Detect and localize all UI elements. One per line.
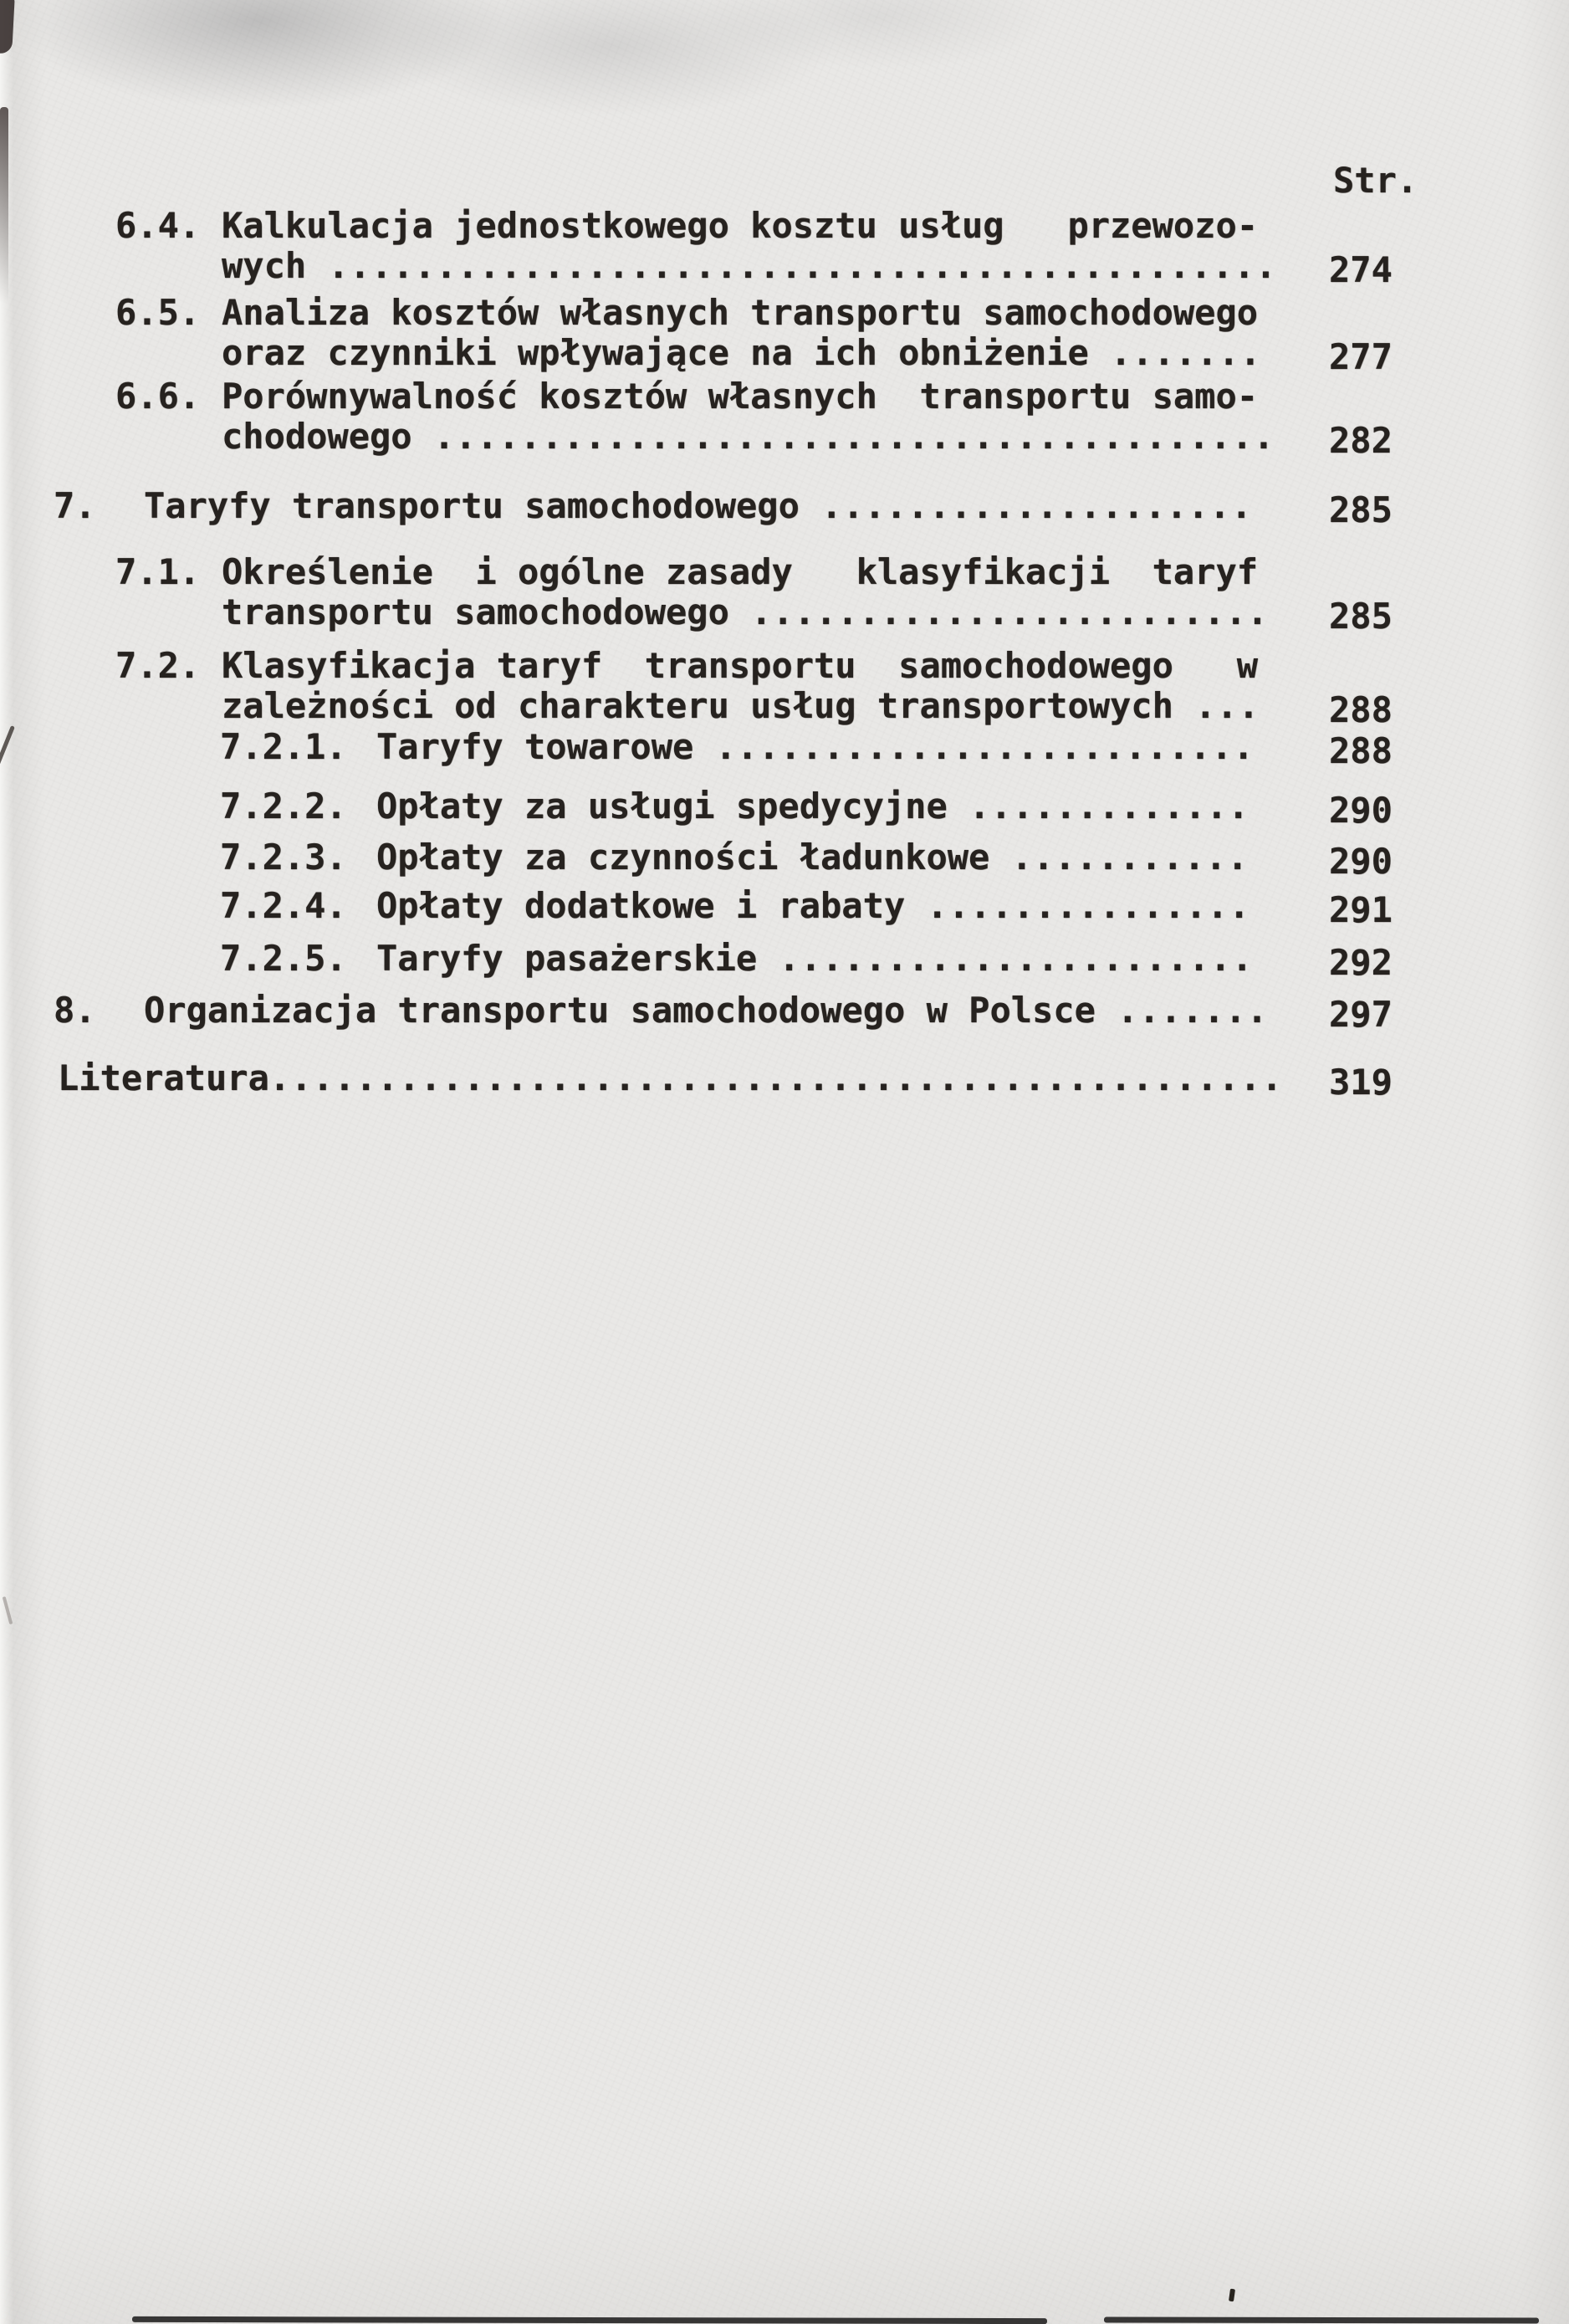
dot-leader: ...........	[989, 837, 1249, 878]
toc-entry-title: zależności od charakteru usług transportowych	[222, 685, 1173, 726]
dot-leader: ...............................................	[268, 1057, 1283, 1098]
scan-mark-left-arc	[3, 1596, 13, 1625]
toc-entry	[0, 205, 1569, 290]
toc-entry-text	[58, 1058, 1283, 1098]
toc-entry-text	[376, 886, 1250, 926]
toc-entry-text	[222, 592, 1269, 632]
dot-leader: .........................	[693, 726, 1255, 767]
toc-entry	[0, 645, 1569, 730]
toc-page-number: 274	[1329, 249, 1393, 290]
dot-leader: ............................................	[306, 245, 1277, 286]
toc-page-number: 288	[1329, 689, 1393, 730]
toc-line	[0, 206, 1569, 246]
toc-line	[0, 591, 1569, 637]
toc-page-number: 288	[1329, 730, 1393, 771]
dot-leader: .......	[1095, 990, 1269, 1031]
toc-entry-title: Kalkulacja jednostkowego kosztu usług przewozo-	[222, 205, 1259, 246]
toc-page-number: 297	[1329, 994, 1393, 1035]
toc-line	[0, 552, 1569, 592]
toc-entry-text	[222, 333, 1261, 373]
toc-entry-number: 7.2.	[115, 645, 201, 686]
scan-mark-corner-top-left	[0, 0, 15, 54]
scan-page-edge-shadow	[132, 2316, 1047, 2324]
toc-entry-title: oraz czynniki wpływające na ich obniżenie	[222, 332, 1089, 373]
toc-entry-number: 6.4.	[115, 205, 201, 246]
toc-entry-number: 8.	[54, 990, 96, 1031]
dot-leader: ......................	[757, 938, 1254, 979]
toc-entry-title: Porównywalność kosztów własnych transportu samo-	[222, 376, 1259, 417]
toc-line	[0, 485, 1569, 530]
toc-entry-text	[222, 417, 1275, 457]
toc-line	[0, 416, 1569, 461]
page-column-header: Str.	[1333, 160, 1418, 201]
toc-line	[0, 646, 1569, 686]
toc-line	[0, 786, 1569, 831]
toc-entry-number: 7.2.5.	[220, 938, 347, 979]
toc-entry-text	[376, 786, 1250, 827]
toc-line	[0, 293, 1569, 333]
toc-entry-title: Taryfy towarowe	[376, 726, 694, 767]
toc-entry-text	[144, 486, 1252, 526]
toc-entry-title: Literatura	[58, 1057, 269, 1098]
toc-entry	[0, 551, 1569, 637]
toc-entry-title: Określenie i ogólne zasady klasyfikacji taryf	[222, 551, 1259, 592]
dot-leader: ....................	[799, 485, 1253, 526]
toc-entry-number: 7.2.2.	[220, 786, 347, 827]
dot-leader: .............	[947, 786, 1250, 827]
toc-page-number: 291	[1329, 889, 1393, 930]
toc-entry-text	[222, 206, 1258, 246]
toc-page-number: 282	[1329, 420, 1393, 461]
toc-entry-number: 7.2.4.	[220, 885, 347, 926]
toc-entry	[0, 837, 1569, 882]
toc-page-number: 277	[1329, 336, 1393, 377]
dot-leader: .......	[1088, 332, 1262, 373]
toc-entry-number: 6.5.	[115, 292, 201, 333]
dot-leader: .......................................	[411, 416, 1275, 457]
toc-entry-number: 7.1.	[115, 551, 201, 592]
scan-page-edge-shadow	[1104, 2316, 1539, 2323]
toc-entry-number: 6.6.	[115, 376, 201, 417]
toc-entry-text	[222, 376, 1258, 417]
toc-entry-title: transportu samochodowego	[222, 591, 729, 632]
toc-entry-text	[222, 686, 1260, 726]
table-of-contents	[0, 204, 1569, 1103]
toc-entry-text	[222, 552, 1258, 592]
toc-entry-text	[376, 837, 1249, 878]
toc-page-number: 290	[1329, 841, 1393, 882]
toc-entry	[0, 376, 1569, 461]
toc-entry-title: Organizacja transportu samochodowego w Polsce	[144, 990, 1096, 1031]
dot-leader: ...	[1173, 685, 1260, 726]
toc-page-number: 290	[1329, 790, 1393, 831]
toc-line	[0, 332, 1569, 377]
toc-entry	[0, 990, 1569, 1035]
toc-line	[0, 245, 1569, 290]
toc-line	[0, 685, 1569, 730]
toc-page-number: 285	[1329, 489, 1393, 530]
toc-entry-title: Taryfy transportu samochodowego	[144, 485, 800, 526]
toc-entry-number: 7.2.1.	[220, 726, 347, 767]
toc-entry	[0, 726, 1569, 771]
toc-entry-text	[376, 727, 1255, 767]
toc-entry-title: Opłaty za czynności ładunkowe	[376, 837, 990, 878]
toc-page-number: 285	[1329, 596, 1393, 637]
toc-page-number: 319	[1329, 1062, 1393, 1103]
toc-entry-title: Taryfy pasażerskie	[376, 938, 758, 979]
toc-entry-title: Opłaty dodatkowe i rabaty	[376, 885, 906, 926]
toc-entry-title: wych	[222, 245, 307, 286]
toc-entry	[0, 292, 1569, 377]
scan-mark-bottom-speck	[1229, 2289, 1235, 2302]
toc-entry-text	[144, 991, 1268, 1031]
toc-entry	[0, 938, 1569, 983]
toc-entry-number: 7.2.3.	[220, 837, 347, 878]
toc-line	[0, 726, 1569, 771]
toc-line	[0, 837, 1569, 882]
toc-entry-title: chodowego	[222, 416, 412, 457]
toc-entry-text	[222, 646, 1258, 686]
toc-entry-title: Analiza kosztów własnych transportu samochodowego	[222, 292, 1259, 333]
toc-line	[0, 990, 1569, 1035]
toc-entry-title: Opłaty za usługi spedycyjne	[376, 786, 948, 827]
toc-entry-text	[376, 939, 1253, 979]
toc-entry-number: 7.	[54, 485, 96, 526]
toc-entry	[0, 786, 1569, 831]
toc-entry	[0, 1057, 1569, 1103]
dot-leader: ...............	[905, 885, 1250, 926]
toc-entry-text	[222, 293, 1258, 333]
dot-leader: ........................	[728, 591, 1269, 632]
toc-line	[0, 938, 1569, 983]
toc-page-number: 292	[1329, 942, 1393, 983]
toc-entry	[0, 885, 1569, 930]
toc-line	[0, 885, 1569, 930]
toc-entry-title: Klasyfikacja taryf transportu samochodowego w	[222, 645, 1259, 686]
toc-line	[0, 376, 1569, 417]
toc-line	[0, 1057, 1569, 1103]
toc-entry-text	[222, 246, 1277, 286]
toc-entry	[0, 485, 1569, 530]
